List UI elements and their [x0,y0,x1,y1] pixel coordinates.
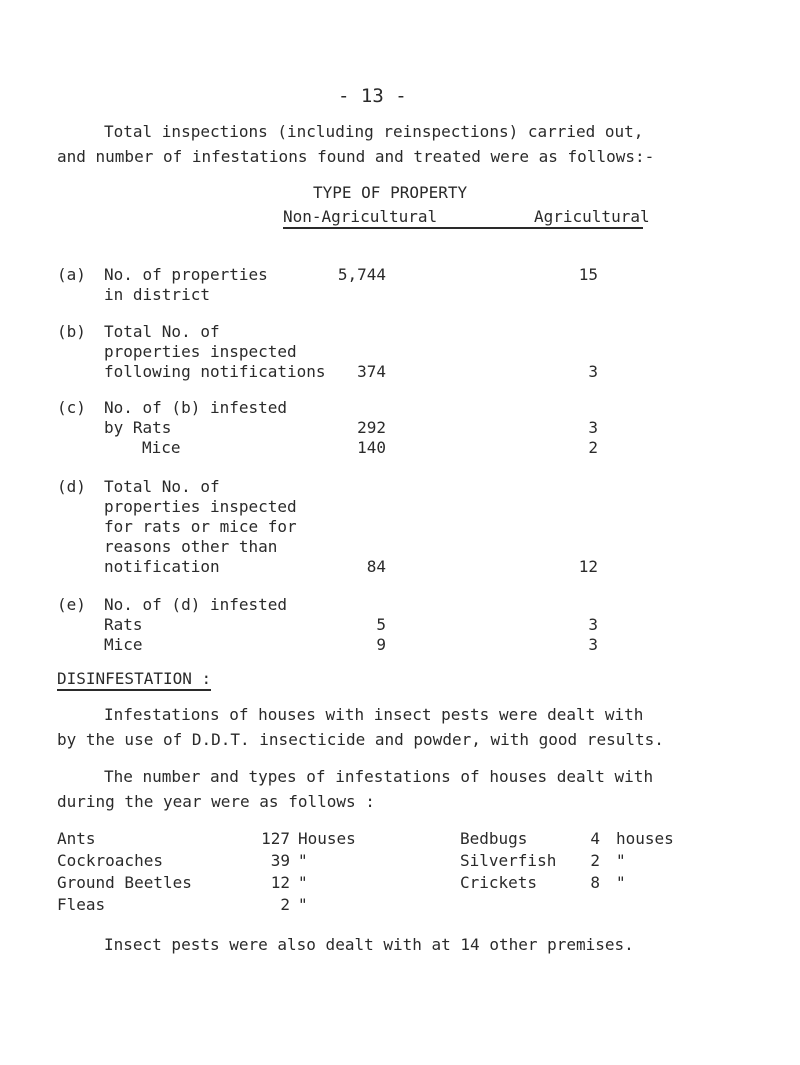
row-c-rats-agricultural: 3 [588,418,598,437]
row-d-label-1: Total No. of [104,477,220,496]
pest-count-fleas: 2 [280,895,290,914]
pest-unit-fleas: " [298,895,308,914]
row-c-mice-agricultural: 2 [588,438,598,457]
row-d-label-3: for rats or mice for [104,517,297,536]
row-e-sub-mice-label: Mice [104,635,143,654]
row-a-label-1: No. of properties [104,265,268,284]
row-c-label-1: No. of (b) infested [104,398,288,417]
row-e-label-1: No. of (d) infested [104,595,288,614]
row-b-non-agricultural: 374 [357,362,386,381]
row-e-letter: (e) [57,595,86,614]
pest-unit-ants: Houses [298,829,356,848]
row-c-rats-non-agricultural: 292 [357,418,386,437]
row-a-label-2: in district [104,285,210,304]
row-e-mice-agricultural: 3 [588,635,598,654]
pest-count-silverfish: 2 [590,851,600,870]
pest-name-cockroaches: Cockroaches [57,851,163,870]
row-c-mice-non-agricultural: 140 [357,438,386,457]
row-d-label-2: properties inspected [104,497,297,516]
disinfestation-para2-line2: during the year were as follows : [57,792,375,811]
row-d-letter: (d) [57,477,86,496]
row-b-label-2: properties inspected [104,342,297,361]
row-b-agricultural: 3 [588,362,598,381]
row-d-agricultural: 12 [578,557,598,576]
pest-unit-silverfish: " [616,851,626,870]
row-e-mice-non-agricultural: 9 [376,635,386,654]
row-e-sub-rats-label: Rats [104,615,143,634]
pest-name-ground-beetles: Ground Beetles [57,873,192,892]
page-number: - 13 - [338,85,407,107]
intro-line-1: Total inspections (including reinspections) carried out, [104,122,644,141]
disinfestation-para1-line1: Infestations of houses with insect pests were dealt with [104,705,644,724]
pest-unit-cockroaches: " [298,851,308,870]
intro-line-2: and number of infestations found and treated were as follows:- [57,147,655,166]
row-e-rats-non-agricultural: 5 [376,615,386,634]
pest-name-crickets: Crickets [460,873,538,892]
pest-unit-bedbugs: houses [616,829,674,848]
row-b-letter: (b) [57,322,86,341]
row-c-sub-rats-label: by Rats [104,418,172,437]
row-c-letter: (c) [57,398,86,417]
row-d-label-4: reasons other than [104,537,278,556]
table-group-title: TYPE OF PROPERTY [313,183,468,202]
col-header-non-agricultural: Non-Agricultural [283,207,438,226]
disinfestation-para2-line1: The number and types of infestations of houses dealt with [104,767,654,786]
pest-count-cockroaches: 39 [270,851,290,870]
closing-line: Insect pests were also dealt with at 14 other premises. [104,935,634,954]
row-c-sub-mice-label: Mice [142,438,181,457]
row-b-label-3: following notifications [104,362,326,381]
row-e-rats-agricultural: 3 [588,615,598,634]
pest-count-crickets: 8 [590,873,600,892]
row-a-agricultural: 15 [578,265,598,284]
pest-unit-ground-beetles: " [298,873,308,892]
pest-unit-crickets: " [616,873,626,892]
pest-name-ants: Ants [57,829,96,848]
disinfestation-para1-line2: by the use of D.D.T. insecticide and powder, with good results. [57,730,664,749]
disinfestation-heading: DISINFESTATION : [57,669,211,691]
row-a-letter: (a) [57,265,86,284]
row-d-non-agricultural: 84 [366,557,386,576]
col-header-agricultural: Agricultural [534,207,650,226]
row-b-label-1: Total No. of [104,322,220,341]
pest-name-silverfish: Silverfish [460,851,557,870]
pest-count-ants: 127 [261,829,290,848]
pest-name-fleas: Fleas [57,895,106,914]
pest-count-ground-beetles: 12 [270,873,290,892]
pest-count-bedbugs: 4 [590,829,600,848]
row-a-non-agricultural: 5,744 [337,265,386,284]
pest-name-bedbugs: Bedbugs [460,829,528,848]
row-d-label-5: notification [104,557,220,576]
